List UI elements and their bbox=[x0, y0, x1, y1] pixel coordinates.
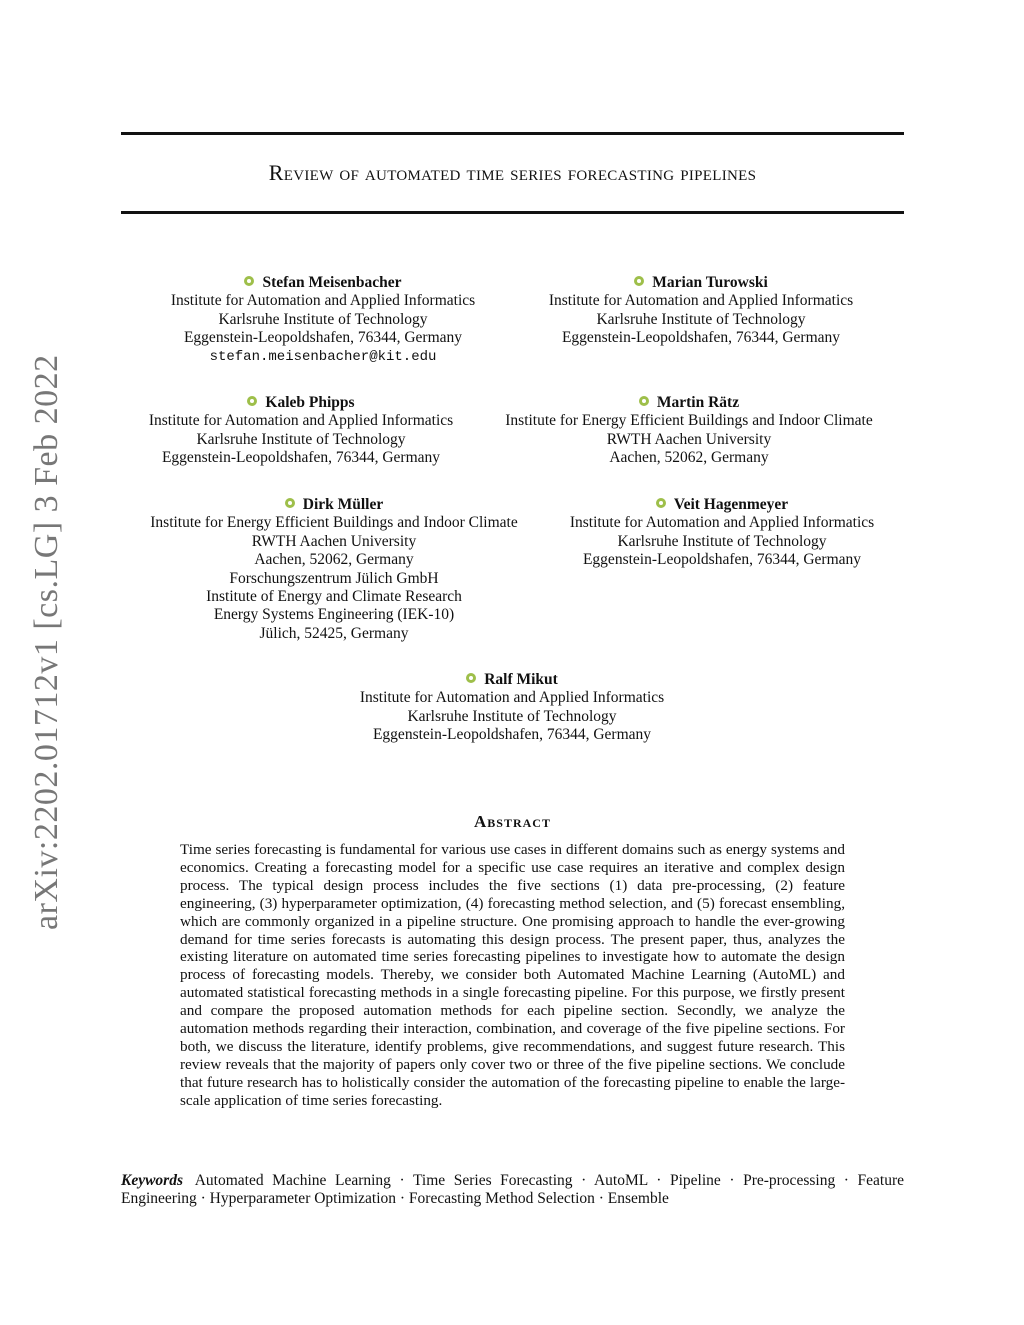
author-name: Stefan Meisenbacher bbox=[262, 274, 402, 291]
arxiv-identifier: arXiv:2202.01712v1 [cs.LG] 3 Feb 2022 bbox=[28, 354, 65, 930]
title-rule-top bbox=[121, 132, 904, 135]
orcid-icon[interactable] bbox=[639, 396, 649, 406]
affiliation-line: Institute for Automation and Applied Informatics bbox=[569, 514, 875, 532]
affiliation-line: RWTH Aachen University bbox=[606, 430, 772, 448]
affiliation-line: Institute for Automation and Applied Informatics bbox=[148, 412, 454, 430]
affiliation-line: Eggenstein-Leopoldshafen, 76344, Germany bbox=[561, 329, 841, 347]
author-name: Marian Turowski bbox=[652, 274, 768, 291]
affiliation-line: Karlsruhe Institute of Technology bbox=[596, 310, 806, 328]
orcid-icon[interactable] bbox=[285, 498, 295, 508]
affiliation-line: Institute for Energy Efficient Buildings and Indoor Climate bbox=[505, 412, 873, 430]
orcid-icon[interactable] bbox=[634, 276, 644, 286]
author-block bbox=[556, 496, 888, 570]
affiliation-line: Institute for Automation and Applied Informatics bbox=[548, 292, 854, 310]
author-name: Kaleb Phipps bbox=[265, 394, 355, 411]
affiliation-line: Karlsruhe Institute of Technology bbox=[218, 310, 428, 328]
author-name: Martin Rätz bbox=[656, 394, 740, 411]
author-email[interactable]: stefan.meisenbacher@kit.edu bbox=[209, 348, 437, 365]
affiliation-line: Institute for Automation and Applied Informatics bbox=[170, 292, 476, 310]
affiliation-line: Karlsruhe Institute of Technology bbox=[617, 532, 827, 550]
affiliation-line: Eggenstein-Leopoldshafen, 76344, Germany bbox=[161, 449, 441, 467]
author-block bbox=[136, 394, 466, 468]
affiliation-line: Aachen, 52062, Germany bbox=[254, 551, 414, 569]
author-block bbox=[490, 394, 888, 468]
affiliation-line: Institute of Energy and Climate Research bbox=[206, 588, 462, 606]
affiliation-line: Karlsruhe Institute of Technology bbox=[196, 430, 406, 448]
author-block bbox=[158, 274, 488, 366]
affiliation-line: Karlsruhe Institute of Technology bbox=[407, 707, 617, 725]
keywords-label: Keywords bbox=[121, 1172, 183, 1189]
affiliation-line: Aachen, 52062, Germany bbox=[609, 449, 769, 467]
author-name: Dirk Müller bbox=[302, 496, 384, 513]
affiliation-line: Institute for Energy Efficient Buildings and Indoor Climate bbox=[150, 514, 518, 532]
abstract-heading: Abstract bbox=[474, 812, 551, 831]
orcid-icon[interactable] bbox=[466, 673, 476, 683]
author-name: Ralf Mikut bbox=[484, 671, 558, 688]
abstract-text: Time series forecasting is fundamental for various use cases in different domains such as energy systems and economics. Creating a forecasting model for a specific use case requires an iterative and complex design process. The typical design process includes the five sections (1) data pre-processing, (2) feature engineering, (3) hyperparameter optimization, (4) forecasting method selection, and (5) forecast ensembling, which are commonly organized in a pipeline structure. One promising approach to handle the ever-growing demand for time series forecasts is automating this design process. The present paper, thus, analyzes the existing literature on automated time series forecasting pipelines to investigate how to automate the design process of forecasting models. Thereby, we consider both Automated Machine Learning (AutoML) and automated statistical forecasting methods in a single forecasting pipeline. For this purpose, we firstly present and compare the proposed automation methods for each pipeline section. Secondly, we analyze the automation methods regarding their interaction, combination, and coverage of the five pipeline sections. For both, we discuss the literature, identify problems, give recommendations, and suggest future research. This review reveals that the majority of papers only cover two or three of the five pipeline sections. We conclude that future research has to holistically consider the automation of the forecasting pipeline to enable the large-scale application of time series forecasting. bbox=[180, 841, 845, 1109]
author-name: Veit Hagenmeyer bbox=[673, 496, 789, 513]
author-block bbox=[535, 274, 867, 348]
orcid-icon[interactable] bbox=[244, 276, 254, 286]
affiliation-line: Eggenstein-Leopoldshafen, 76344, Germany bbox=[582, 551, 862, 569]
affiliation-line: Eggenstein-Leopoldshafen, 76344, Germany bbox=[183, 329, 463, 347]
keywords-section bbox=[121, 1172, 904, 1209]
affiliation-line: Jülich, 52425, Germany bbox=[259, 624, 409, 642]
affiliation-line: Forschungszentrum Jülich GmbH bbox=[229, 569, 439, 587]
title-rule-bottom bbox=[121, 211, 904, 214]
keywords-text: Automated Machine Learning · Time Series Forecasting · AutoML · Pipeline · Pre-processing · Feature Engineering · Hyperparameter Optimization · Forecasting Method Selection · Ensemble bbox=[121, 1172, 904, 1208]
affiliation-line: RWTH Aachen University bbox=[251, 532, 417, 550]
affiliation-line: Energy Systems Engineering (IEK-10) bbox=[213, 606, 455, 624]
affiliation-line: Institute for Automation and Applied Informatics bbox=[359, 689, 665, 707]
affiliation-line: Eggenstein-Leopoldshafen, 76344, Germany bbox=[372, 726, 652, 744]
orcid-icon[interactable] bbox=[247, 396, 257, 406]
paper-title: Review of automated time series forecasting pipelines bbox=[268, 160, 757, 185]
author-block bbox=[134, 496, 534, 643]
author-block bbox=[346, 671, 678, 745]
orcid-icon[interactable] bbox=[656, 498, 666, 508]
